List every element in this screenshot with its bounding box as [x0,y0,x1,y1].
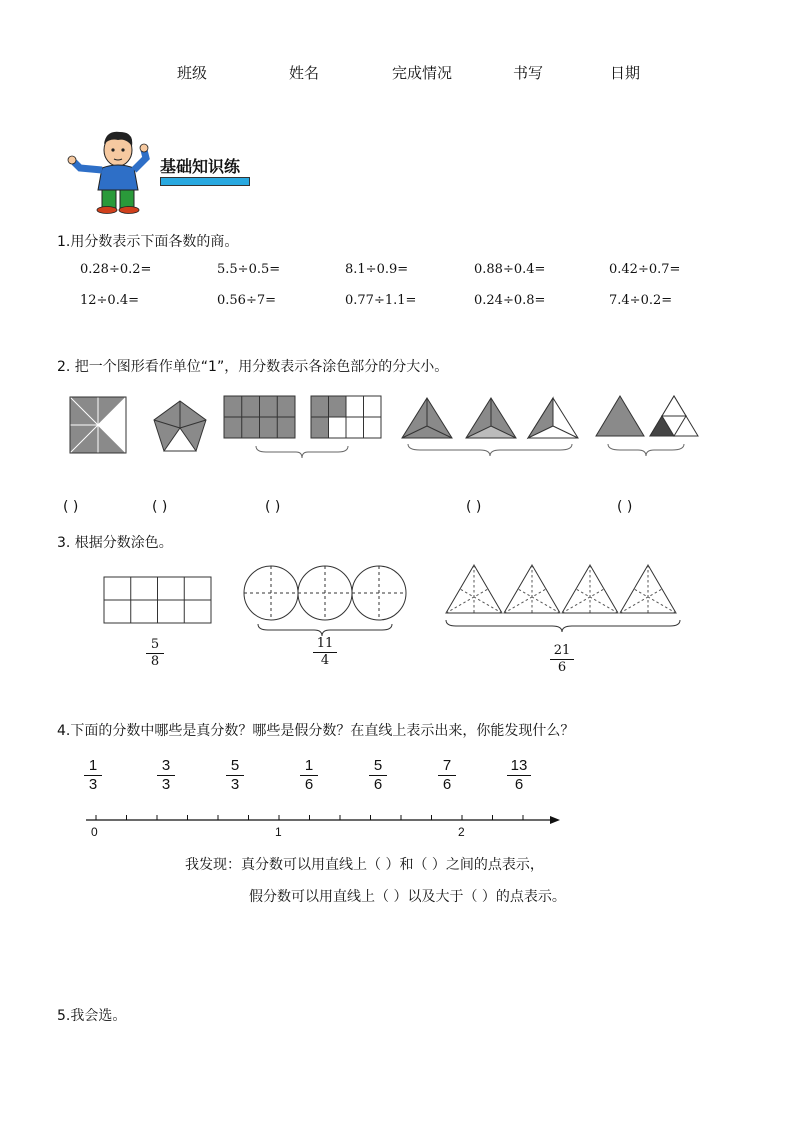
header-name-label: 姓名 [289,64,320,82]
header-class-label: 班级 [177,64,208,82]
q5-prompt: 5.我会选。 [57,1008,127,1024]
q1-equation: 0.77÷1.1= [345,293,417,308]
q3-figures [100,560,690,640]
q3-prompt: 3. 根据分数涂色。 [57,535,173,551]
q1-equation: 5.5÷0.5= [217,262,281,277]
q4-fraction: 13 6 [507,758,531,793]
q4-fraction: 1 6 [300,758,318,793]
header-date-label: 日期 [610,64,641,82]
q4-fraction: 5 3 [226,758,244,793]
q4-fraction: 7 6 [438,758,456,793]
q1-equation: 0.56÷7= [217,293,277,308]
axis-label-0: 0 [91,825,98,839]
q1-prompt: 1.用分数表示下面各数的商。 [57,234,239,250]
q3-fraction: 21 6 [550,644,574,675]
q2-answer-blank[interactable]: ( ) [466,499,482,515]
q2-figures [60,390,710,462]
q1-equation: 7.4÷0.2= [609,293,673,308]
q4-fraction: 5 6 [369,758,387,793]
q4-prompt: 4.下面的分数中哪些是真分数？哪些是假分数？在直线上表示出来，你能发现什么？ [57,723,575,739]
q4-fraction: 1 3 [84,758,102,793]
q4-finding-line-2: 假分数可以用直线上（ ）以及大于（ ）的点表示。 [249,889,566,905]
q4-finding-line-1: 我发现：真分数可以用直线上（ ）和（ ）之间的点表示， [185,857,544,873]
q2-answer-blank[interactable]: ( ) [265,499,281,515]
q3-fraction: 11 4 [313,637,337,668]
q4-fraction: 3 3 [157,758,175,793]
q2-answer-blank[interactable]: ( ) [63,499,79,515]
q4-number-line [84,812,564,826]
header-writing-label: 书写 [513,64,544,82]
q1-equation: 0.88÷0.4= [474,262,546,277]
q1-equation: 12÷0.4= [80,293,140,308]
q1-equation: 0.42÷0.7= [609,262,681,277]
q2-answer-blank[interactable]: ( ) [617,499,633,515]
q2-answer-blank[interactable]: ( ) [152,499,168,515]
q2-prompt: 2. 把一个图形看作单位“1”，用分数表示各涂色部分的分大小。 [57,359,449,375]
mascot-boy-illustration [66,128,158,214]
q3-fraction: 5 8 [146,638,164,669]
header-completion-label: 完成情况 [392,64,453,82]
q1-equation: 8.1÷0.9= [345,262,409,277]
axis-label-2: 2 [458,825,465,839]
q1-equation: 0.28÷0.2= [80,262,152,277]
q1-equation: 0.24÷0.8= [474,293,546,308]
section-title: 基础知识练 [160,157,241,176]
axis-label-1: 1 [275,825,282,839]
section-title-underline [160,177,250,186]
